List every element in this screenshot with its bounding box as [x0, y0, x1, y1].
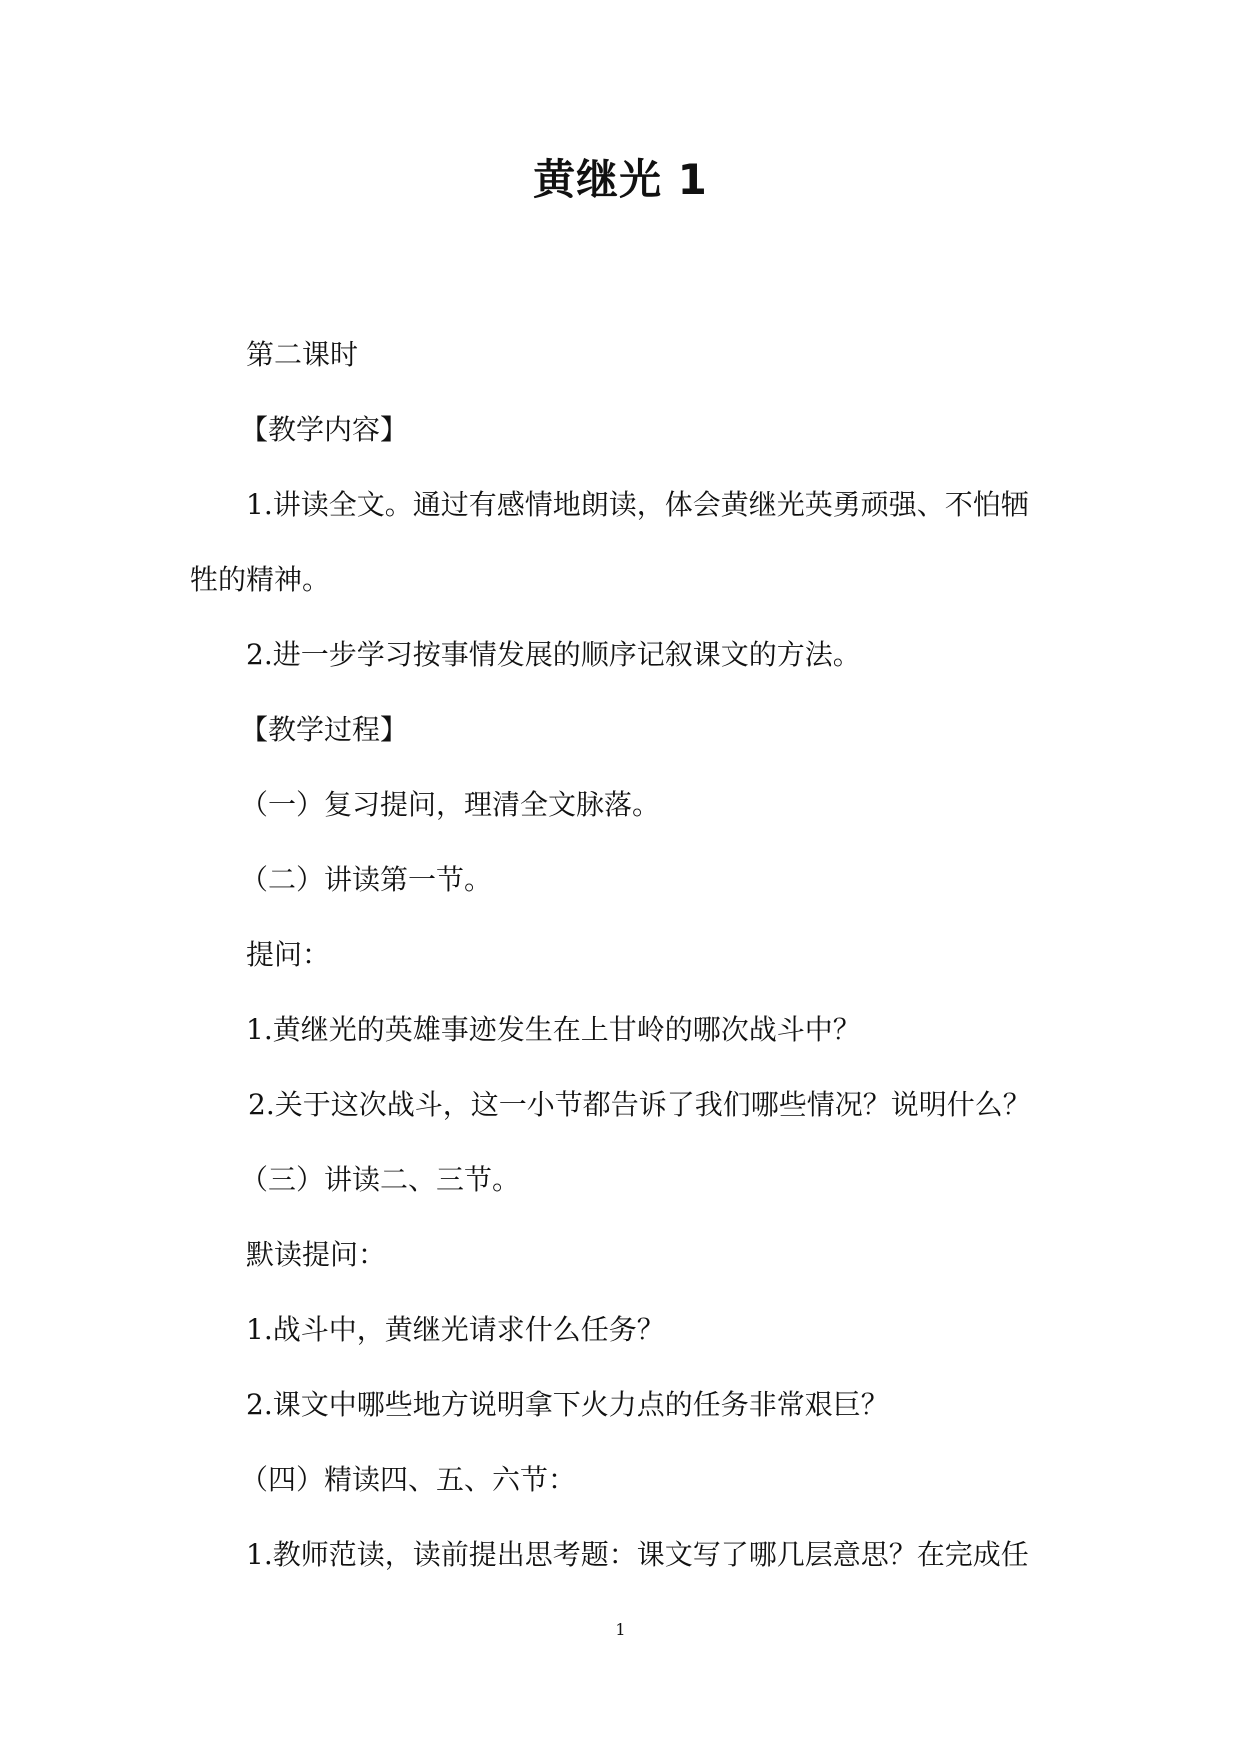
text-line: 牲的精神。: [190, 563, 331, 596]
text-line: （三）讲读二、三节。: [240, 1163, 521, 1196]
text-line: 1.教师范读，读前提出思考题：课文写了哪几层意思？在完成任: [246, 1538, 1029, 1571]
text-line: （一）复习提问，理清全文脉落。: [240, 788, 661, 821]
text-line: 1.讲读全文。通过有感情地朗读，体会黄继光英勇顽强、不怕牺: [246, 488, 1029, 521]
text-line: （四）精读四、五、六节：: [240, 1463, 577, 1496]
text-line: 2.关于这次战斗，这一小节都告诉了我们哪些情况？说明什么？: [248, 1088, 1031, 1121]
text-line: 1.战斗中，黄继光请求什么任务？: [246, 1313, 665, 1346]
text-line: 2.课文中哪些地方说明拿下火力点的任务非常艰巨？: [246, 1388, 889, 1421]
text-line: （二）讲读第一节。: [240, 863, 493, 896]
page-number: 1: [615, 1620, 626, 1639]
text-line: 默读提问：: [246, 1238, 387, 1271]
section-heading: 【教学内容】: [240, 413, 409, 446]
text-line: 1.黄继光的英雄事迹发生在上甘岭的哪次战斗中？: [246, 1013, 861, 1046]
document-title: 黄继光 1: [533, 155, 708, 204]
text-line: 2.进一步学习按事情发展的顺序记叙课文的方法。: [246, 638, 861, 671]
text-line: 提问：: [246, 938, 331, 971]
text-line: 第二课时: [246, 338, 359, 371]
section-heading: 【教学过程】: [240, 713, 409, 746]
